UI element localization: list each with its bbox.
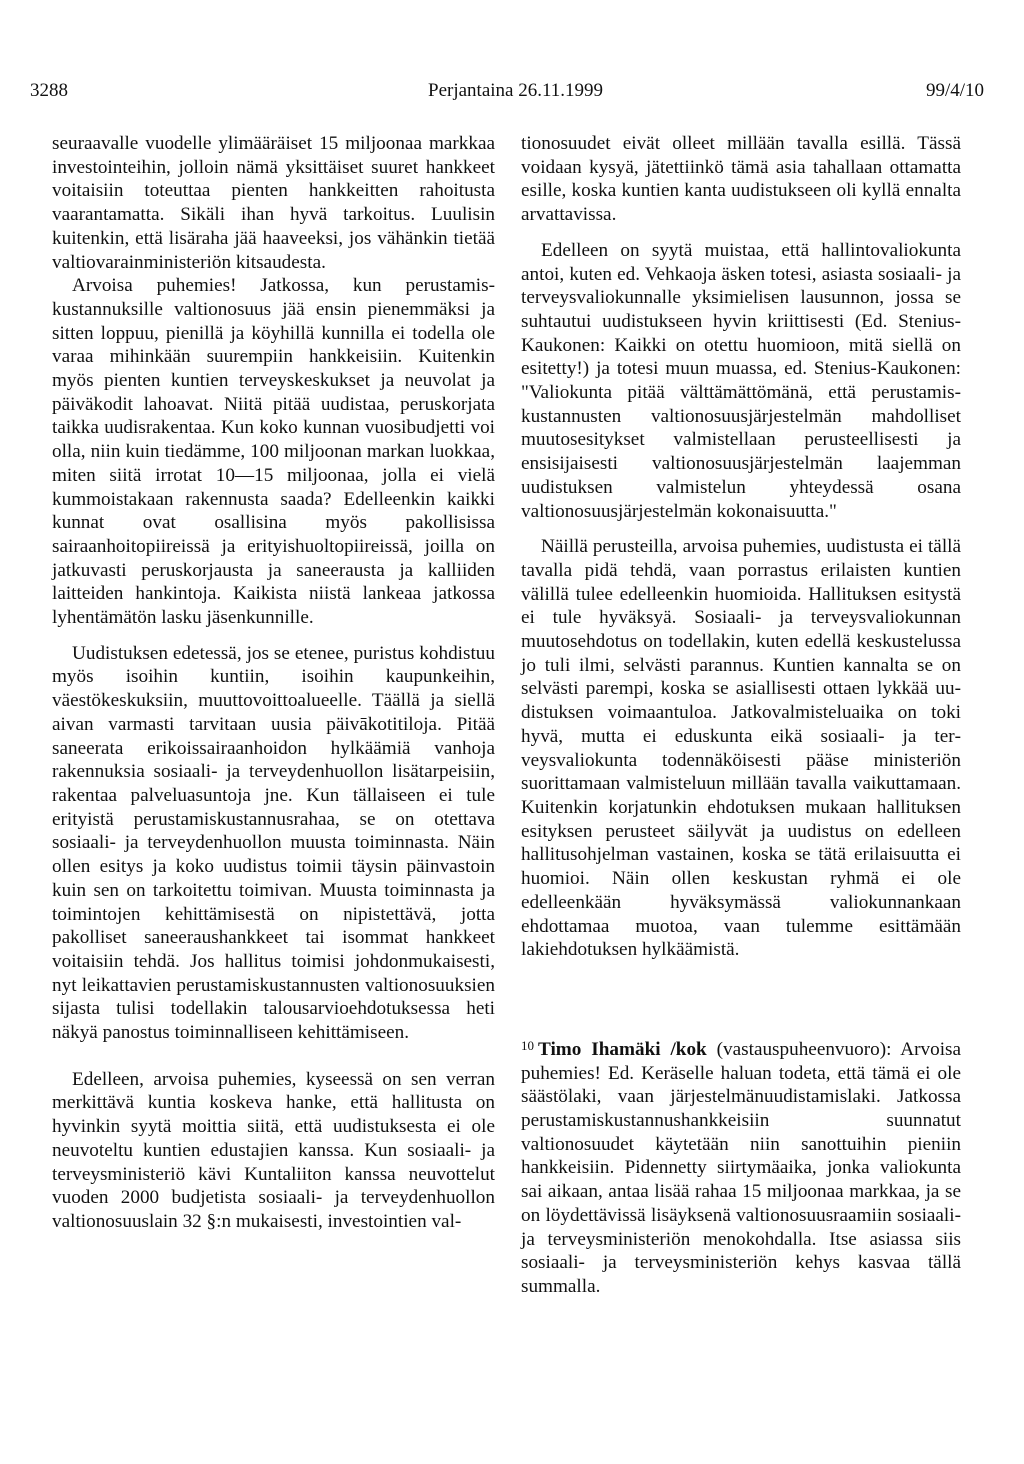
speaker-paragraph — [521, 1034, 961, 1299]
paragraph: Arvoisa puhemies! Jatkossa, kun perustamiskustannuksille valtionosuus jää ensin pienemmäksi ja sitten loppuu, pienillä ja köyhillä kunnilla ei todella ole varaa mihinkään suurempiin hankkeisiin. Kuitenkin myös pienten kuntien terveyskeskukset ja neuvolat ja päiväkodit lahoavat. Niitä pitää uudistaa, peruskorjata taikka uudisrakentaa. Kun koko kunnan vuosibudjetti voi olla, niin kuin tiedämme, 100 miljoonan markan luokkaa, miten siitä irrotat 10—15 miljoonaa, jolla ei vielä kummoistakaan rakennusta saada? Edelleenkin kaikki kunnat ovat osallisina myös pakollisissa sairaanhoitopiireissä ja erityishuoltopiireissä, joilla on jatkuvasti peruskorjausta ja saneerausta ja kalliiden laitteiden hankintoja. Kaikista niistä lankeaa jatkossa lyhentämätön lasku jäsenkunnille. — [52, 275, 495, 629]
page-header — [30, 78, 984, 104]
left-column — [52, 132, 495, 1234]
right-column — [521, 132, 961, 1299]
paragraph: seuraavalle vuodelle ylimääräiset 15 miljoonaa markkaa investointeihin, jolloin nämä yksittäiset suuret hankkeet voitaisiin toteuttaa pienten hankkeitten rahoitusta vaarantamatta. Sikäli ihan hyvä tarkoitus. Luulisin kuitenkin, että lisäraha jää haaveeksi, jos vähänkin tietää valtiovarainministeriön kitsaudesta. — [52, 133, 495, 273]
paragraph: Uudistuksen edetessä, jos se etenee, puristus kohdistuu myös isoihin kuntiin, isoihin kaupunkeihin, väestökeskuksiin, muuttovoittoalueelle. Täällä ja siellä aivan varmasti tarvitaan uusia päivākotitiloja. Pitää saneerata erikoissairaanhoidon hylkäämiä vanhoja rakennuksia sosiaali- ja terveydenhuollon lisätarpeisiin, rakentaa palveluasuntoja jne. Kun tällaiseen ei tule erityistä perustamiskustannusrahaa, se on otettava sosiaali- ja terveydenhuollon muusta toiminnasta. Näin ollen esitys ja koko uudistus toimii täysin päinvastoin kuin sen on tarkoitettu toimivan. Muusta toiminnasta ja toimintojen kehittämisestä on nipistettävä, jotta pakolliset saneeraushankkeet tai isommat hankkeet voitaisiin tehdä. Jos hallitus toimisi johdonmukaisesti, nyt leikattavien perustamiskustannusten valtionosuuksien sijasta tulisi todellakin talousarvioehdotuksessa heti näkyä panostus toiminnalliseen kehittämiseen. — [52, 642, 495, 1044]
paragraph: Edelleen on syytä muistaa, että hallintovaliokunta antoi, kuten ed. Vehkaoja äsken totesi, asiasta sosiaali- ja terveysvaliokunnalle yksimielisen lausunnon, jossa se suhtautui uudistukseen hyvin kriittisesti (Ed. Stenius-Kaukonen: Kaikki on otettu huomioon, mitä siellä on esitetty!) ja totesi muun muassa, ed. Stenius-Kaukonen: "Valiokunta pitää välttämättömänä, että perustamiskustannusten valtionosuusjärjestelmän mahdolliset muutosesitykset valmistellaan perusteellisesti ja ensisijaisesti valtionosuusjärjestelmän laajemman uudistuksen valmistelun yhteydessä osana valtionosuusjärjestelmän kokonaisuutta." — [521, 239, 961, 522]
speech-text: Arvoisa puhemies! Ed. Keräselle haluan todeta, että tämä ei ole säästölaki, vaan järjestelmänuudistamislaki. Jatkossa perustamiskustannushankkeisiin suunnatut valtionosuudet käytetään niin sanottuihin pieniin hankkeisiin. Pidennetty siirtymäaika, jonka valiokunta sai aikaan, antaa lisää rahaa 15 miljoonaa markkaa, ja se on löydettävissä lisäyksenä valtionosuusraamiin sosiaali- ja terveysministeriön menokohdalla. Itse asiassa siis sosiaali- ja terveysministeriön kehys kasvaa tällä summalla. — [521, 1038, 962, 1297]
speaker-role: (vastauspuheenvuoro): — [716, 1038, 892, 1060]
speaker-name: Timo Ihamäki /kok — [538, 1038, 707, 1060]
header-date: Perjantaina 26.11.1999 — [428, 80, 604, 101]
speech-number: 10 — [521, 1037, 534, 1053]
session-number: 99/4/10 — [925, 80, 984, 101]
page-number: 3288 — [30, 80, 68, 101]
paragraph: Edelleen, arvoisa puhemies, kyseessä on sen verran merkittävä kuntia koskeva hanke, että hallitusta on hyvinkin syytä moittia siitä, että uudistuksesta ei ole neuvoteltu kuntien edustajien kanssa. Kun sosiaali- ja terveysministeriö kävi Kuntaliiton kanssa neuvottelut vuoden 2000 budjetista sosiaali- ja terveydenhuollon valtionosuuslain 32 §:n mukaisesti, investointien val- — [52, 1068, 495, 1232]
paragraph: tionosuudet eivät olleet millään tavalla esillä. Tässä voidaan kysyä, jätettiinkö tämä asia tahallaan ottamatta esille, koska kuntien kanta uudistukseen oli kyllä ennalta arvattavissa. — [521, 133, 961, 226]
paragraph: Näillä perusteilla, arvoisa puhemies, uudistusta ei tällä tavalla pidä tehdä, vaan porrastus erilaisten kuntien välillä tulee edelleenkin huomioida. Hallituksen esitystä ei tule hyväksyä. Sosiaali- ja terveysvaliokunnan muutosehdotus on todellakin, kuten edellä keskustelussa jo tuli ilmi, selvästi parannus. Kuntien kannalta se on selvästi parempi, koska se asiallisesti ottaen lykkää uudistuksen voimaantuloa. Jatkovalmisteluaika on toki hyvä, mutta ei eduskunta eikä sosiaali- ja terveysvaliokunta todennäköisesti pääse ministeriön suorittamaan valmisteluun millään tavalla vaikuttamaan. Kuitenkin korjatunkin ehdotuksen mukaan hallituksen esityksen perusteet säilyvät ja uudistus on edelleen hallitusohjelman vastainen, koska se tätä erilaisuutta ei huomioi. Näin ollen keskustan ryhmä ei ole edelleenkään hyväksymässä valiokunnankaan ehdottamaa muotoa, vaan tulemme esittämään lakiehdotuksen hylkäämistä. — [521, 536, 961, 961]
